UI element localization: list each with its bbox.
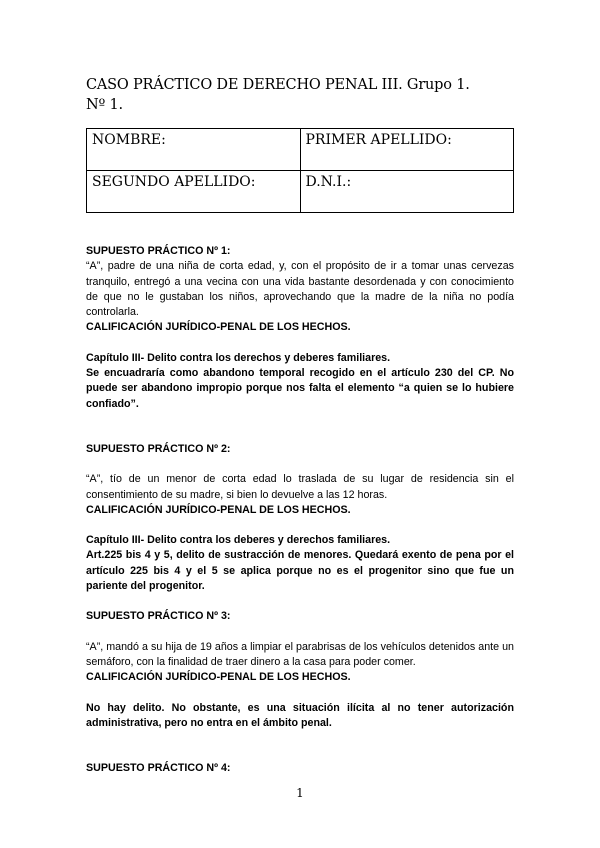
nombre-field: NOMBRE: [87,129,301,171]
case-2-calificacion: CALIFICACIÓN JURÍDICO-PENAL DE LOS HECHOS. [86,503,351,516]
case-3-answer: No hay delito. No obstante, es una situación ilícita al no tener autorización administrativa, pero no entra en el ámbito penal. [86,701,514,729]
document-title [86,75,526,115]
case-1-calificacion: CALIFICACIÓN JURÍDICO-PENAL DE LOS HECHOS. [86,321,351,334]
case-1-statement: “A”, padre de una niña de corta edad, y, con el propósito de ir a tomar unas cervezas tranquilo, entregó a una vecina con una vida bastante desordenada y con conocimiento de que no le gustaban los niños, aprovechando que la madre de la niña no podía controlarla. [86,260,514,319]
dni-field: D.N.I.: [300,171,514,213]
case-3-heading: SUPUESTO PRÁCTICO Nº 3: [86,610,231,623]
case-2-heading: SUPUESTO PRÁCTICO Nº 2: [86,442,231,455]
case-2-statement: “A”, tío de un menor de corta edad lo traslada de su lugar de residencia sin el consentimiento de su madre, si bien lo devuelve a las 12 horas. [86,473,514,501]
case-4-heading: SUPUESTO PRÁCTICO Nº 4: [86,762,231,775]
student-info-table [86,128,514,213]
document-body [86,244,514,776]
title-line-1: CASO PRÁCTICO DE DERECHO PENAL III. Grupo 1. [86,77,470,93]
primer-apellido-field: PRIMER APELLIDO: [300,129,514,171]
case-1-answer: Se encuadraría como abandono temporal recogido en el artículo 230 del CP. No puede ser abandono impropio porque nos falta el elemento “a quien se lo hubiere confiado”. [86,367,514,410]
segundo-apellido-field: SEGUNDO APELLIDO: [87,171,301,213]
case-1-heading: SUPUESTO PRÁCTICO Nº 1: [86,245,231,257]
case-3-calificacion: CALIFICACIÓN JURÍDICO-PENAL DE LOS HECHOS. [86,671,351,684]
page-number: 1 [296,786,304,800]
case-2-chapter: Capítulo III- Delito contra los deberes y derechos familiares. [86,534,391,547]
case-3-statement: “A”, mandó a su hija de 19 años a limpiar el parabrisas de los vehículos detenidos ante un semáforo, con la finalidad de traer dinero a la casa para poder comer. [86,640,514,668]
title-line-2: Nº 1. [86,97,123,113]
case-2-answer: Art.225 bis 4 y 5, delito de sustracción de menores. Quedará exento de pena por el artículo 225 bis 4 y el 5 se aplica porque no es el progenitor sino que fue un pariente del progenitor. [86,549,514,593]
case-1-chapter: Capítulo III- Delito contra los derechos y deberes familiares. [86,351,391,364]
